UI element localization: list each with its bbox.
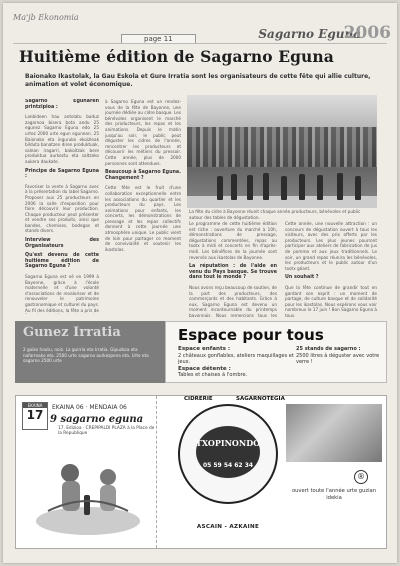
cidrerie-address: ASCAIN - AZKAINE: [196, 524, 260, 530]
calendar-day: 17: [26, 408, 44, 422]
calendar-icon: [22, 402, 48, 430]
header-rule: [13, 43, 387, 44]
espace-right-column: [296, 346, 382, 366]
photo-bottle: [281, 176, 287, 200]
photo-bottle: [337, 173, 343, 200]
radio-advert-title: Gunez Irratia: [23, 325, 121, 340]
registered-icon: ®: [354, 470, 368, 484]
article-paragraph: Le programme de cette huitième édition est riche : ouverture du marché à 10h, démonstrations de pressage, dégustations commentées, repas au txotx à midi et concerts en fin d'après-midi. Les bénéfices de la journée sont reversés aux ikastolas de Bayonne.: [189, 221, 277, 260]
poster-label: EKAINA 06 · MENDAIA 06: [52, 404, 127, 411]
espace-pour-tous-box: [165, 321, 387, 383]
article-paragraph: Nous avons reçu beaucoup de soutien, de la part des producteurs, des commerçants et des habitants. Grâce à eux, Sagarno Eguna est devenu un moment incontournable du printemps bayonnais. Nous remercions tous les: [189, 284, 277, 317]
photo-bottle: [231, 174, 237, 200]
newspaper-page: [3, 3, 397, 563]
article-paragraph: Sagarno Eguna est né en 1999 à Bayonne, grâce à l'école maternelle et d'une volonté d'associations de revaloriser et de renouveler le patrimoine gastronomique et culturel du pays. Au fil des éditions, la fête a pris de: [25, 274, 99, 313]
opening-text: ouvert toute l'année urte guzian idekia: [291, 488, 377, 501]
article-column-3: [189, 221, 277, 317]
article-column-1: [25, 99, 99, 314]
logo-phone: 05 59 54 62 34: [202, 462, 254, 469]
article-subheading: La réputation : de l'aide en venu du Pays basque. Se trouve dans tout le monde ?: [189, 264, 277, 281]
stands-heading: 25 stands de sagarno :: [296, 346, 361, 352]
page-number: page 11: [121, 34, 196, 44]
article-subheading: Sagarno Egunaren printzipioa :: [25, 99, 99, 110]
logo-sagarnotegia-text: SAGARNOTEGIA: [236, 396, 285, 402]
article-paragraph: Cette année, une nouvelle attraction : un concours de dégustation ouvert à tous les visiteurs, avec des prix offerts par les producteurs. Les plus jeunes pourront participer aux ateliers de fabrication de jus de pomme et aux jeux traditionnels. Le soir, un grand repas réunira les bénévoles, les producteurs et le public autour d'un txotx géant.: [285, 221, 377, 271]
photo-bottle: [299, 174, 305, 200]
advert-banner: [15, 395, 387, 549]
header-year: 2006: [343, 23, 391, 43]
logo-cidrerie-text: CIDRERIE: [184, 396, 213, 402]
article-subheading: Principe de Sagarno Eguna :: [25, 168, 99, 180]
logo-apple-icon: [196, 426, 260, 478]
article-intro: Baionako Ikastolak, la Gau Eskola et Gure Irratia sont les organisateurs de cette fête qui allie culture, animation et volet économique.: [25, 73, 371, 88]
stands-text: 2500 litres à déguster avec votre verre !: [296, 352, 380, 365]
espace-detente-heading: Espace détente :: [178, 365, 231, 372]
photo-bottle: [247, 175, 253, 200]
espace-enfants-heading: Espace enfants :: [178, 346, 231, 352]
article-paragraph: Lanbideen hau antolatu baduz zagarnoa bisera bota andu 25 egunez Sagarno Eguna edo 25 urtez 2000 urte egun egunean. 25 Baionako eta inguruko ekoizleak bilduta banatzen diren produktuak, salean iragarri, bakoitzak bere produktua aurkeztu eta saltzeko aukera daukate.: [25, 114, 99, 164]
poster-details: 17. Edizioa · CREPIPALDI PLAZA à la Place de la Republique: [58, 426, 155, 437]
article-paragraph: Cette fête est le fruit d'une collaboration exceptionnelle entre les associations du quartier et les producteurs du pays. Les animations pour enfants, les concerts, les démonstrations de pressage et les repas collectifs donnent à cette journée une atmosphère unique. Le public vient de loin pour partager ce moment de convivialité et soutenir les ikastolas.: [105, 185, 181, 252]
logo-brand: TXOPINONDO: [195, 438, 261, 448]
cidrerie-photo: [286, 404, 382, 462]
poster-illustration: [28, 451, 146, 541]
article-paragraph: à Sagarno Eguna est un rendez-vous de la fête de Bayonne, une journée dédiée au cidre basque. Les bénévoles organisent le marché des producteurs, les repas et les animations. Depuis le matin jusqu'au soir, le public peut déguster les cidres de l'année, rencontrer les producteurs et découvrir les métiers du pressoir. Cette année, plus de 2000 personnes sont attendues.: [105, 99, 181, 166]
poster-title: 9 sagarno eguna: [50, 414, 144, 425]
espace-detente-text: Tables et chaises à l'ombre.: [178, 372, 248, 378]
photo-bottle: [317, 175, 323, 200]
photo-bottle: [355, 176, 361, 200]
article-subheading: Interview des Organisateurs: [25, 238, 99, 249]
article-paragraph: Que la fête continue de grandir tout en gardant son esprit : un moment de partage, de culture basque et de solidarité pour les ikastolas. Nous espérons vous voir nombreux le 17 juin ! Bon Sagarno Eguna à tous.: [285, 284, 377, 317]
header-section-label: Ma'jb Ekonomia: [13, 13, 79, 22]
photo-crowd: [187, 127, 377, 167]
photo-caption: La fête du cidre à Bayonne réunit chaque année producteurs, bénévoles et public autour des tables de dégustation.: [189, 209, 361, 220]
article-subheading: Qu'est devenu de cette huitième édition de Sagarno Eguna ?: [25, 253, 99, 270]
radio-advert-text: 2 goiko hautu, noiz. La guirria eta Irratia. Gipuzkoa eta nafarroako eta. 2500 urte sagarno aurkezpena eta. Urte eta sagarno 2500 urte: [23, 347, 149, 364]
article-column-4: [285, 221, 377, 317]
photo-bottle: [263, 173, 269, 200]
header-title: Sagarno Eguna: [258, 27, 361, 41]
article-photo: [187, 95, 377, 208]
event-poster: [16, 396, 157, 548]
article-paragraph: Favoriser la vente à Sagarno avec à la présentation du label Sagarno. Proposer aux 25 producteurs en 2006 la salle d'exposition pour faire découvrir leur production. Chaque producteur peut présenter et vendre ses produits, ainsi que bandes, chemises, bodegas et stands divers.: [25, 183, 99, 234]
calendar-month: EKAINA: [23, 403, 47, 408]
cidrerie-logo: [178, 396, 285, 504]
article-title: Huitième édition de Sagarno Eguna: [19, 47, 334, 66]
espace-left-column: [178, 346, 298, 379]
espace-enfants-text: 2 châteaux gonflables, ateliers maquillages et jeux.: [178, 352, 294, 365]
article-column-2: [105, 99, 181, 314]
radio-advert: [15, 321, 165, 383]
photo-bottle: [217, 176, 223, 200]
article-subheading: Beaucoup à Sagarno Eguna. Changement ?: [105, 170, 181, 181]
article-subheading: Un souhait ?: [285, 275, 319, 281]
espace-title: Espace pour tous: [178, 326, 324, 344]
